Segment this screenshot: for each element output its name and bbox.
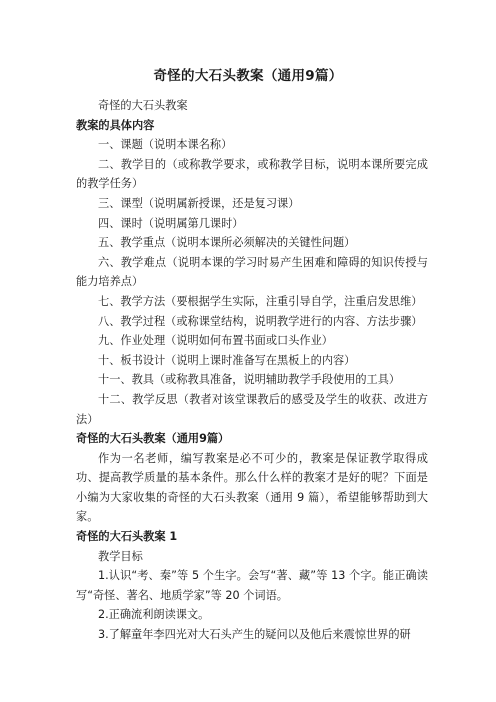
paragraph: 2.正确流利朗读课文。 (98, 608, 210, 622)
paragraph: 六、教学难点（说明本课的学习时易产生困难和障碍的知识传授与能力培养点） (76, 255, 428, 289)
section-heading: 奇怪的大石头教案（通用9篇） (76, 432, 230, 446)
paragraph: 作为一名老师，编写教案是必不可少的，教案是保证教学取得成功、提高教学质量的基本条件。那么什么样的教案才是好的呢？下面是小编为大家收集的奇怪的大石头教案（通用 9 篇），希望能够帮助到大家。 (76, 451, 428, 524)
paragraph: 3.了解童年李四光对大石头产生的疑问以及他后来震惊世界的研 (98, 628, 411, 642)
paragraph: 1.认识“考、秦”等 5 个生字。会写“著、藏”等 13 个字。能正确读写“奇怪、著名、地质学家”等 20 个词语。 (76, 569, 428, 602)
paragraph: 七、教学方法（要根据学生实际，注重引导自学，注重启发思维） (98, 294, 423, 308)
section-heading: 教案的具体内容 (76, 118, 155, 132)
paragraph: 八、教学过程（或称课堂结构，说明教学进行的内容、方法步骤） (98, 314, 423, 328)
paragraph: 二、教学目的（或称教学要求，或称教学目标，说明本课所要完成的教学任务） (76, 157, 428, 191)
document-body (76, 96, 428, 645)
document-title: 奇怪的大石头教案（通用9篇） (153, 68, 343, 84)
paragraph: 九、作业处理（说明如何布置书面或口头作业） (98, 334, 333, 348)
paragraph: 十一、教具（或称教具准备，说明辅助教学手段使用的工具） (98, 373, 401, 387)
paragraph: 十二、教学反思（教者对该堂课教后的感受及学生的收获、改进方法） (76, 392, 428, 426)
paragraph: 十、板书设计（说明上课时准备写在黑板上的内容） (98, 353, 356, 367)
paragraph: 教学目标 (98, 549, 143, 563)
paragraph: 奇怪的大石头教案 (98, 99, 188, 112)
section-heading: 奇怪的大石头教案 1 (76, 530, 178, 544)
paragraph: 五、教学重点（说明本课所必须解决的关键性问题） (98, 236, 356, 250)
paragraph: 四、课时（说明属第几课时） (98, 216, 244, 230)
paragraph: 一、课题（说明本课名称） (98, 138, 233, 152)
paragraph: 三、课型（说明属新授课，还是复习课） (98, 196, 300, 210)
